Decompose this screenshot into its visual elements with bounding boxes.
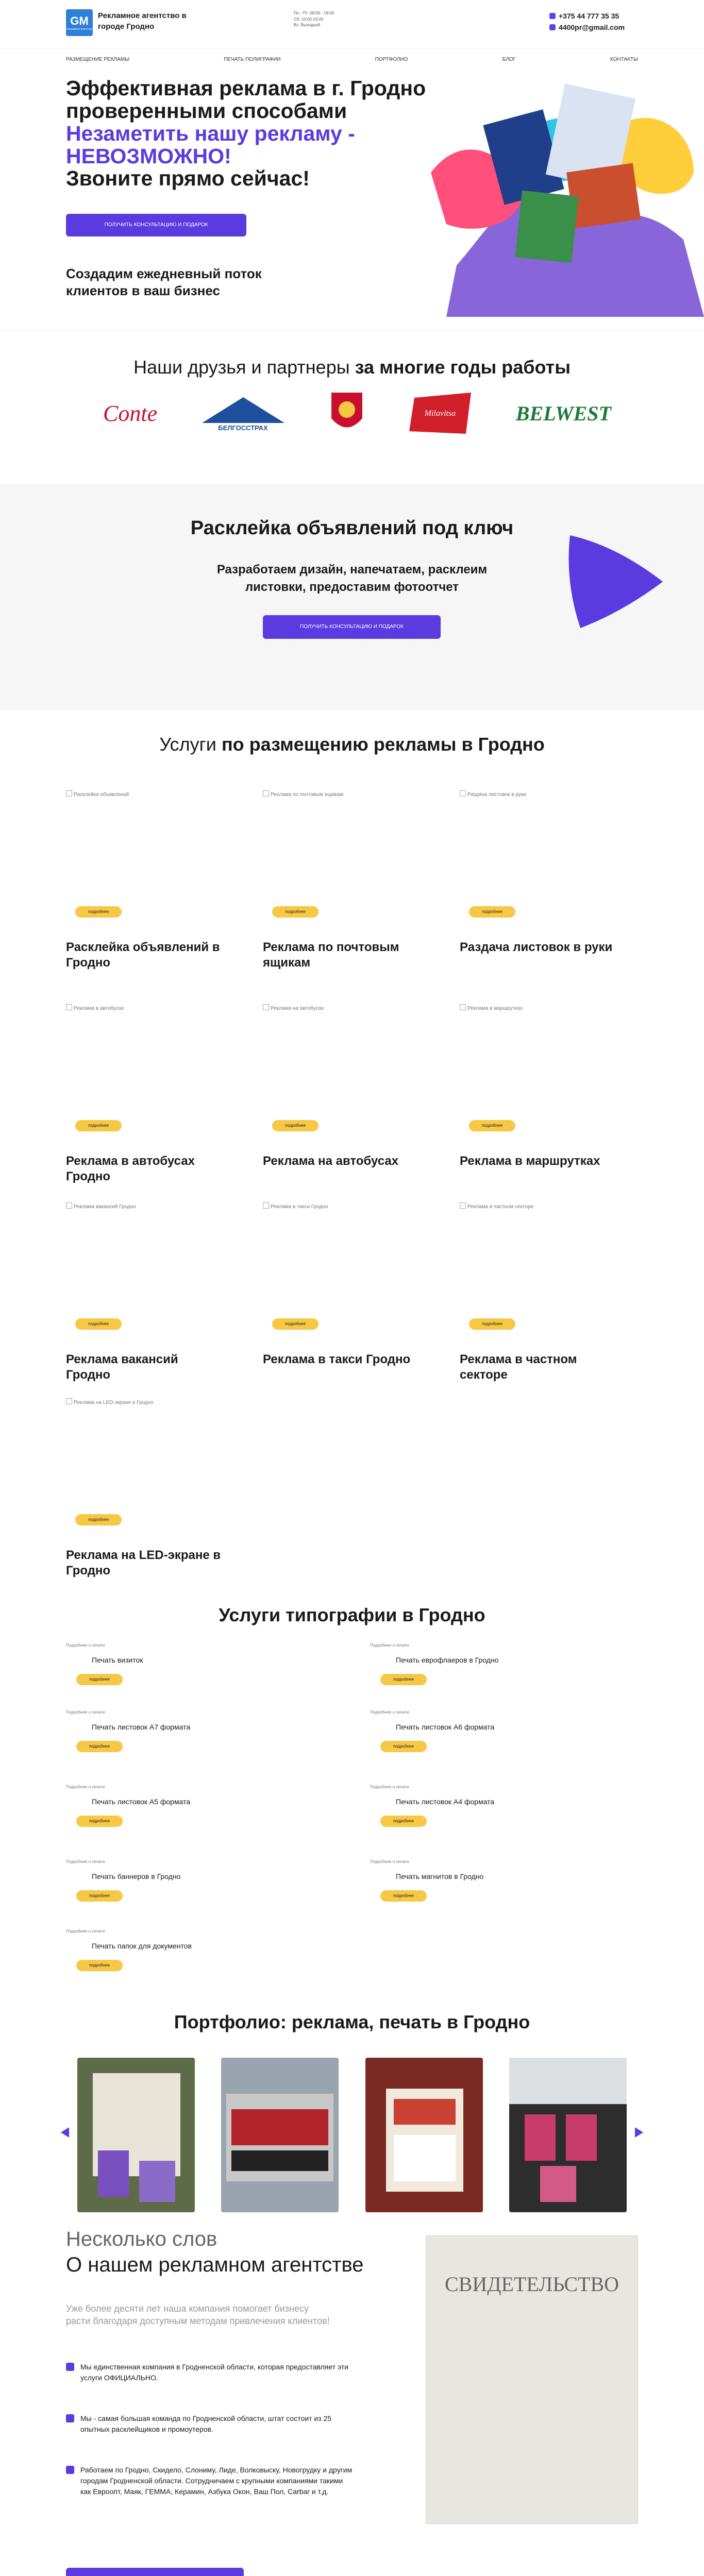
service-name[interactable]: Реклама в автобусах Гродно xyxy=(66,1154,195,1183)
service-card[interactable] xyxy=(460,790,640,976)
service-card[interactable] xyxy=(66,1398,246,1584)
partner-logo-milavitsa xyxy=(404,390,476,436)
print-item[interactable] xyxy=(370,1859,576,1916)
print-item[interactable] xyxy=(370,1643,576,1700)
portfolio-title: Портфолио: реклама, печать в Гродно xyxy=(174,2011,530,2032)
banner-title: Расклейка объявлений под ключ xyxy=(190,517,514,539)
portfolio-photo[interactable] xyxy=(509,2058,627,2212)
service-name[interactable]: Раздача листовок в руки xyxy=(460,940,613,954)
print-item-name[interactable]: Печать еврофлаеров в Гродно xyxy=(396,1656,499,1664)
more-button[interactable]: подробнее xyxy=(76,1816,123,1827)
print-item-label: Подробнее о печати xyxy=(66,1710,105,1715)
portfolio-section xyxy=(0,2011,704,2228)
about-lead: Уже более десяти лет наша компания помогает бизнесу расти благодаря доступным методам привлечения клиентов! xyxy=(66,2303,330,2327)
print-item-name[interactable]: Печать листовок А4 формата xyxy=(396,1798,495,1806)
partner-logos xyxy=(103,377,611,449)
service-image-placeholder: Реклама в частном секторе xyxy=(460,1202,640,1331)
hero-title: Эффективная реклама в г. Гродно проверенными способами Незаметить нашу рекламу - НЕВОЗМОЖНО! Звоните прямо сейчас! xyxy=(66,76,426,191)
service-name[interactable]: Реклама в маршрутках xyxy=(460,1154,600,1168)
nav-item-placement[interactable]: РАЗМЕЩЕНИЕ РЕКЛАМЫ xyxy=(66,57,130,62)
banner-cta-button[interactable]: ПОЛУЧИТЬ КОНСУЛЬТАЦИЮ И ПОДАРОК xyxy=(263,615,441,639)
banner-text: Разработаем дизайн, напечатаем, расклеим листовки, предоставим фотоотчет xyxy=(216,563,488,594)
service-image-placeholder: Расклейка объявлений xyxy=(66,790,246,919)
nav-item-blog[interactable]: БЛОГ xyxy=(502,57,516,62)
more-button[interactable]: подробнее xyxy=(380,1674,427,1685)
more-button[interactable]: подробнее xyxy=(76,1741,123,1752)
print-item-name[interactable]: Печать визиток xyxy=(92,1656,143,1664)
about-bullet: Работаем по Гродно, Скидело, Слониму, Лиде, Волковыску, Новогрудку и другим городам Гродненской области. Сотрудничаем с крупными компаниями такими как Евроопт, Маяк, ГЕММА, Керамин, Азбука Окон, Ваш Пол, Carbar и т.д. xyxy=(66,2465,355,2497)
more-button[interactable]: подробнее xyxy=(75,906,122,918)
more-button[interactable]: подробнее xyxy=(469,1318,515,1330)
service-card[interactable] xyxy=(460,1004,640,1190)
more-button[interactable]: подробнее xyxy=(380,1890,427,1902)
service-image-placeholder: Реклама вакансий Гродно xyxy=(66,1202,246,1331)
service-card[interactable] xyxy=(460,1202,640,1388)
print-item-label: Подробнее о печати xyxy=(370,1785,409,1789)
service-image-placeholder: Раздача листовок в руки xyxy=(460,790,640,919)
print-item-name[interactable]: Печать баннеров в Гродно xyxy=(92,1872,181,1880)
certificate-image[interactable] xyxy=(426,2235,638,2524)
service-name[interactable]: Реклама вакансий Гродно xyxy=(66,1352,178,1382)
print-item-label: Подробнее о печати xyxy=(66,1929,105,1934)
mail-icon xyxy=(549,24,556,30)
service-name[interactable]: Реклама в частном секторе xyxy=(460,1352,577,1382)
partners-section xyxy=(0,330,704,484)
service-name[interactable]: Расклейка объявлений в Гродно xyxy=(66,940,220,970)
more-button[interactable]: подробнее xyxy=(272,1120,319,1131)
service-name[interactable]: Реклама по почтовым ящикам xyxy=(263,940,399,970)
print-item[interactable] xyxy=(370,1785,576,1841)
print-item-name[interactable]: Печать листовок А5 формата xyxy=(92,1798,191,1806)
certificate-title: СВИДЕТЕЛЬСТВО xyxy=(444,2273,619,2296)
more-button[interactable]: подробнее xyxy=(75,1514,122,1526)
service-image-placeholder: Реклама в такси Гродно xyxy=(263,1202,443,1331)
service-image-placeholder: Реклама на автобусах xyxy=(263,1004,443,1133)
nav-item-portfolio[interactable]: ПОРТФОЛИО xyxy=(375,57,408,62)
print-item-name[interactable]: Печать листовок А6 формата xyxy=(396,1723,495,1731)
portfolio-carousel xyxy=(77,2058,627,2212)
more-button[interactable]: подробнее xyxy=(469,1120,515,1131)
service-name[interactable]: Реклама на автобусах xyxy=(263,1154,399,1168)
partner-logo-belgosstrakh: БЕЛГОССТРАХ xyxy=(197,395,290,432)
service-card[interactable] xyxy=(66,1202,246,1388)
more-button[interactable]: подробнее xyxy=(75,1318,122,1330)
service-name[interactable]: Реклама в такси Гродно xyxy=(263,1352,411,1366)
service-card[interactable] xyxy=(263,1202,443,1388)
portfolio-photo[interactable] xyxy=(77,2058,195,2212)
hero-accent: Незаметить нашу рекламу - НЕВОЗМОЖНО! xyxy=(66,121,355,168)
partners-title: Наши друзья и партнеры за многие годы работы xyxy=(133,357,571,378)
header-contacts xyxy=(549,10,625,33)
print-item-label: Подробнее о печати xyxy=(370,1859,409,1864)
print-item[interactable] xyxy=(66,1785,272,1841)
svg-text:Milavitsa: Milavitsa xyxy=(425,409,456,418)
about-pretitle: Несколько слов xyxy=(66,2228,217,2250)
print-item[interactable] xyxy=(66,1859,272,1916)
services-title: Услуги по размещению рекламы в Гродно xyxy=(159,734,545,755)
print-item-label: Подробнее о печати xyxy=(370,1710,409,1715)
more-button[interactable]: подробнее xyxy=(272,906,319,918)
typography-title: Услуги типографии в Гродно xyxy=(219,1604,485,1625)
service-card[interactable] xyxy=(263,1004,443,1190)
phone-icon xyxy=(549,13,556,19)
carousel-next-icon[interactable] xyxy=(635,2127,643,2138)
promo-banner xyxy=(0,484,704,710)
carousel-prev-icon[interactable] xyxy=(61,2127,69,2138)
print-item-label: Подробнее о печати xyxy=(66,1859,105,1864)
more-button[interactable]: подробнее xyxy=(76,1674,123,1685)
print-item-label: Подробнее о печати xyxy=(66,1785,105,1789)
hero-section xyxy=(0,49,704,330)
service-image-placeholder: Реклама на LED-экране в Гродно xyxy=(66,1398,246,1527)
header-email[interactable]: 4400pr@gmail.com xyxy=(549,22,625,33)
service-image-placeholder: Реклама по почтовым ящикам xyxy=(263,790,443,919)
service-card[interactable] xyxy=(66,790,246,976)
partner-logo-conte: Conte xyxy=(103,400,158,426)
hero-cta-button[interactable]: ПОЛУЧИТЬ КОНСУЛЬТАЦИЮ И ПОДАРОК xyxy=(66,214,246,236)
hero-illustration xyxy=(415,70,704,317)
play-triangle-graphic xyxy=(560,525,673,638)
about-title: О нашем рекламном агентстве xyxy=(66,2253,364,2276)
print-item-name[interactable]: Печать магнитов в Гродно xyxy=(396,1872,484,1880)
print-item[interactable] xyxy=(66,1710,272,1767)
service-image-placeholder: Реклама в автобусах xyxy=(66,1004,246,1133)
logo[interactable]: GM Рекламное агентство xyxy=(66,9,93,36)
service-name[interactable]: Реклама на LED-экране в Гродно xyxy=(66,1548,221,1578)
nav-item-contacts[interactable]: КОНТАКТЫ xyxy=(610,57,638,62)
portfolio-photo[interactable] xyxy=(365,2058,483,2212)
more-button[interactable]: подробнее xyxy=(380,1816,427,1827)
print-item[interactable] xyxy=(370,1710,576,1767)
about-bullet: Мы единственная компания в Гродненской области, которая предоставляет эти услуги ОФИЦИАЛЬНО. xyxy=(66,2362,355,2383)
about-section xyxy=(0,2228,704,2576)
header-title: Рекламное агентство в городе Гродно xyxy=(98,11,187,31)
print-item-label: Подробнее о печати xyxy=(370,1643,409,1648)
typography-section xyxy=(0,1599,704,2011)
more-button[interactable]: подробнее xyxy=(76,1890,123,1902)
hero-subtitle: Создадим ежедневный поток клиентов в ваш бизнес xyxy=(66,266,262,299)
more-button[interactable]: подробнее xyxy=(469,906,515,918)
service-card[interactable] xyxy=(66,1004,246,1190)
services-section xyxy=(0,710,704,1599)
service-image-placeholder: Реклама в маршрутках xyxy=(460,1004,640,1133)
partner-logo-belwest: BELWEST xyxy=(515,401,611,425)
portfolio-photo[interactable] xyxy=(221,2058,339,2212)
about-bullet: Мы - самая большая команда по Гродненской области, штат состоит из 25 опытных расклейщиков и промоутеров. xyxy=(66,2413,355,2435)
print-item[interactable] xyxy=(66,1643,272,1700)
partner-logo-emblem xyxy=(329,390,365,436)
more-button[interactable]: подробнее xyxy=(380,1741,427,1752)
service-card[interactable] xyxy=(263,790,443,976)
print-item-name[interactable]: Печать папок для документов xyxy=(92,1942,192,1950)
print-item-name[interactable]: Печать листовок А7 формата xyxy=(92,1723,191,1731)
site-header xyxy=(0,0,704,49)
more-button[interactable]: подробнее xyxy=(272,1318,319,1330)
more-button[interactable]: подробнее xyxy=(76,1960,123,1971)
more-button[interactable]: подробнее xyxy=(75,1120,122,1131)
nav-item-printing[interactable]: ПЕЧАТЬ ПОЛИГРАФИИ xyxy=(224,57,281,62)
header-hours: Пн - Пт: 09:00 - 18:00 Сб: 10:00-15:00 Вс: Выходной xyxy=(294,11,334,28)
print-item[interactable] xyxy=(66,1929,272,1986)
header-phone[interactable]: +375 44 777 35 35 xyxy=(549,10,625,22)
about-cta-button[interactable] xyxy=(66,2568,244,2576)
print-item-label: Подробнее о печати xyxy=(66,1643,105,1648)
